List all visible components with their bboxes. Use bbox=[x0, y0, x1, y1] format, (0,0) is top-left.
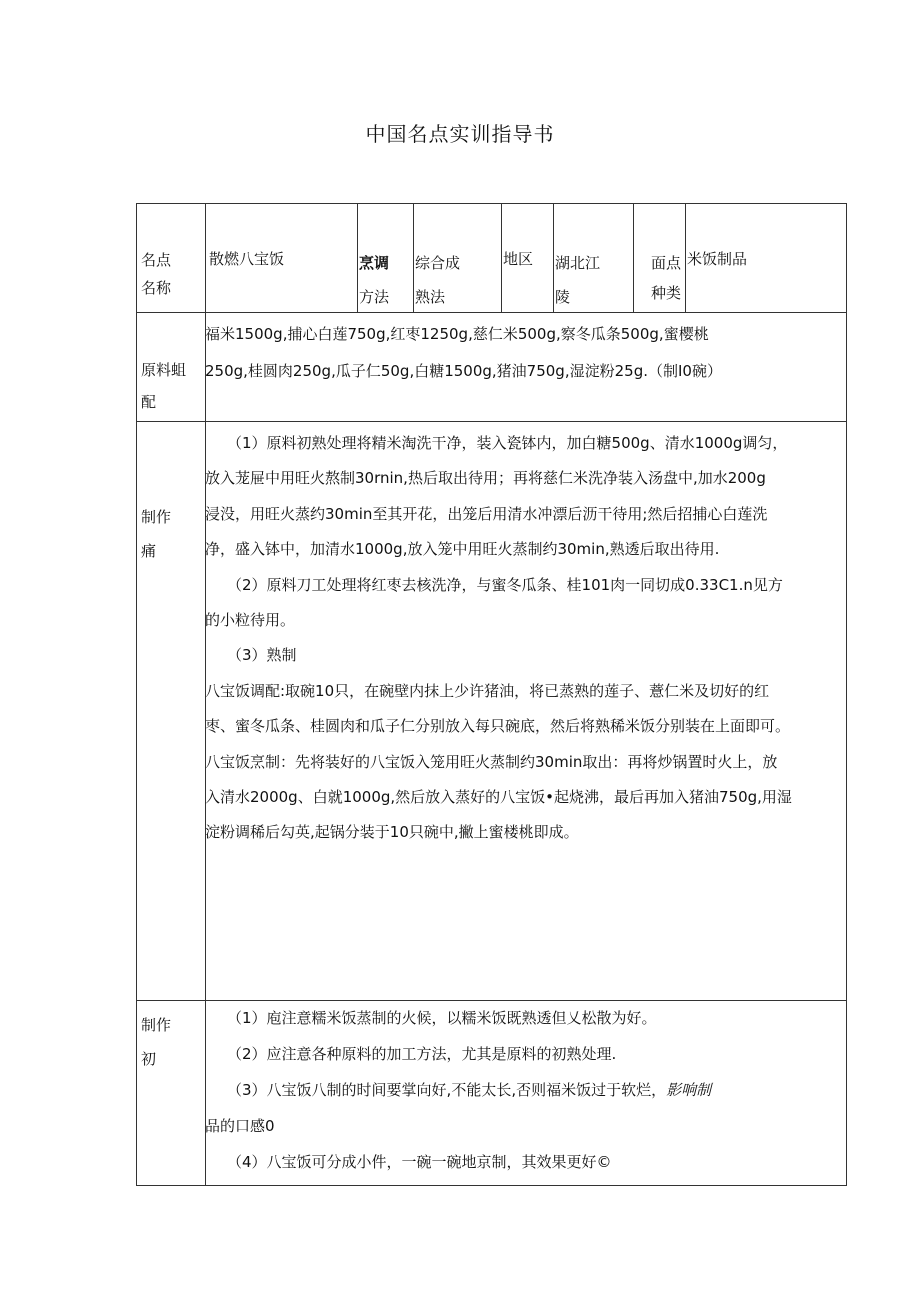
process-line: 入清水2000g、白就1000g,然后放入蒸好的八宝饭•起烧沸，最后再加入猪油750g,用湿 bbox=[205, 788, 792, 807]
process-line: 枣、蜜冬瓜条、桂圆肉和瓜子仁分别放入每只碗底，然后将熟稀米饭分别装在上面即可。 bbox=[205, 717, 791, 736]
region-value: 湖北江 陵 bbox=[555, 254, 601, 306]
method-label: 烹调 方法 bbox=[359, 254, 390, 306]
process-line: 淀粉调稀后勾英,起锅分装于10只碗中,撇上蜜楼桃即成。 bbox=[205, 823, 579, 842]
process-line: 八宝饭烹制：先将装好的八宝饭入笼用旺火蒸制约30min取出：再将炒锅置时火上，放 bbox=[205, 752, 778, 771]
tips-line: （4）八宝饭可分成小件，一碗一碗地京制，其效果更好© bbox=[227, 1153, 612, 1171]
tips-line: （3）八宝饭八制的时间要掌向好,不能太长,否则福米饭过于软烂，影响制 bbox=[227, 1081, 712, 1099]
process-text bbox=[205, 426, 847, 851]
process-line: 净，盛入钵中，加清水1000g,放入笼中用旺火蒸制约30min,熟透后取出待用. bbox=[205, 540, 720, 559]
process-line: 八宝饭调配:取碗10只，在碗壁内抹上少许猪油，将已蒸熟的莲子、薏仁米及切好的红 bbox=[205, 681, 770, 700]
column-divider bbox=[685, 204, 686, 312]
category-value: 米饭制品 bbox=[687, 250, 748, 268]
row-divider bbox=[137, 312, 846, 313]
tips-line: （1）庖注意糯米饭蒸制的火候，以糯米饭既熟透但乂松散为好。 bbox=[227, 1009, 657, 1027]
process-label: 制作 痛 bbox=[141, 508, 172, 560]
category-label: 面点 种类 bbox=[651, 254, 682, 302]
process-line: 的小粒待用。 bbox=[205, 611, 296, 630]
tips-line: （2）应注意各种原料的加工方法，尤其是原料的初熟处理. bbox=[227, 1045, 617, 1063]
page-title: 中国名点实训指导书 bbox=[365, 122, 555, 146]
region-label: 地区 bbox=[503, 250, 534, 268]
name-value: 散燃八宝饭 bbox=[209, 250, 285, 268]
tips-line: 品的口感0 bbox=[205, 1117, 275, 1135]
process-line: （1）原料初熟处理将精米淘洗干净，装入瓷钵内，加白糖500g、清水1000g调匀， bbox=[227, 434, 788, 452]
column-divider bbox=[413, 204, 414, 312]
tips-label: 制作 初 bbox=[141, 1016, 172, 1068]
method-value: 综合成 熟法 bbox=[415, 254, 461, 306]
column-divider bbox=[501, 204, 502, 312]
recipe-table bbox=[136, 203, 847, 1186]
column-divider bbox=[357, 204, 358, 312]
tips-text bbox=[205, 1000, 847, 1180]
column-divider bbox=[633, 204, 634, 312]
ingredients-label: 原料蛆 配 bbox=[141, 361, 187, 411]
process-line: 放入茏屉中用旺火熬制30rnin,热后取出待用；再将慈仁米洗净装入汤盘中,加水200g bbox=[205, 469, 766, 488]
ingredients-line: 福米1500g,捕心白莲750g,红枣1250g,慈仁米500g,察冬瓜条500g,蜜樱桃 bbox=[205, 325, 709, 343]
process-line: （2）原料刀工处理将红枣去核洗净，与蜜冬瓜条、桂101肉一同切成0.33C1.n见方 bbox=[227, 575, 783, 594]
ingredients-line: 250g,桂圆肉250g,瓜子仁50g,白糖1500g,猪油750g,湿淀粉25g.（制I0碗） bbox=[205, 362, 722, 380]
column-divider bbox=[553, 204, 554, 312]
ingredients-text bbox=[205, 316, 847, 390]
row-divider bbox=[137, 421, 846, 422]
name-label: 名点 名称 bbox=[141, 251, 172, 297]
process-line: （3）熟制 bbox=[227, 646, 297, 665]
process-line: 浸没，用旺火蒸约30min至其开花，出笼后用清水冲漂后沥干待用;然后招捕心白莲洗 bbox=[205, 504, 768, 523]
